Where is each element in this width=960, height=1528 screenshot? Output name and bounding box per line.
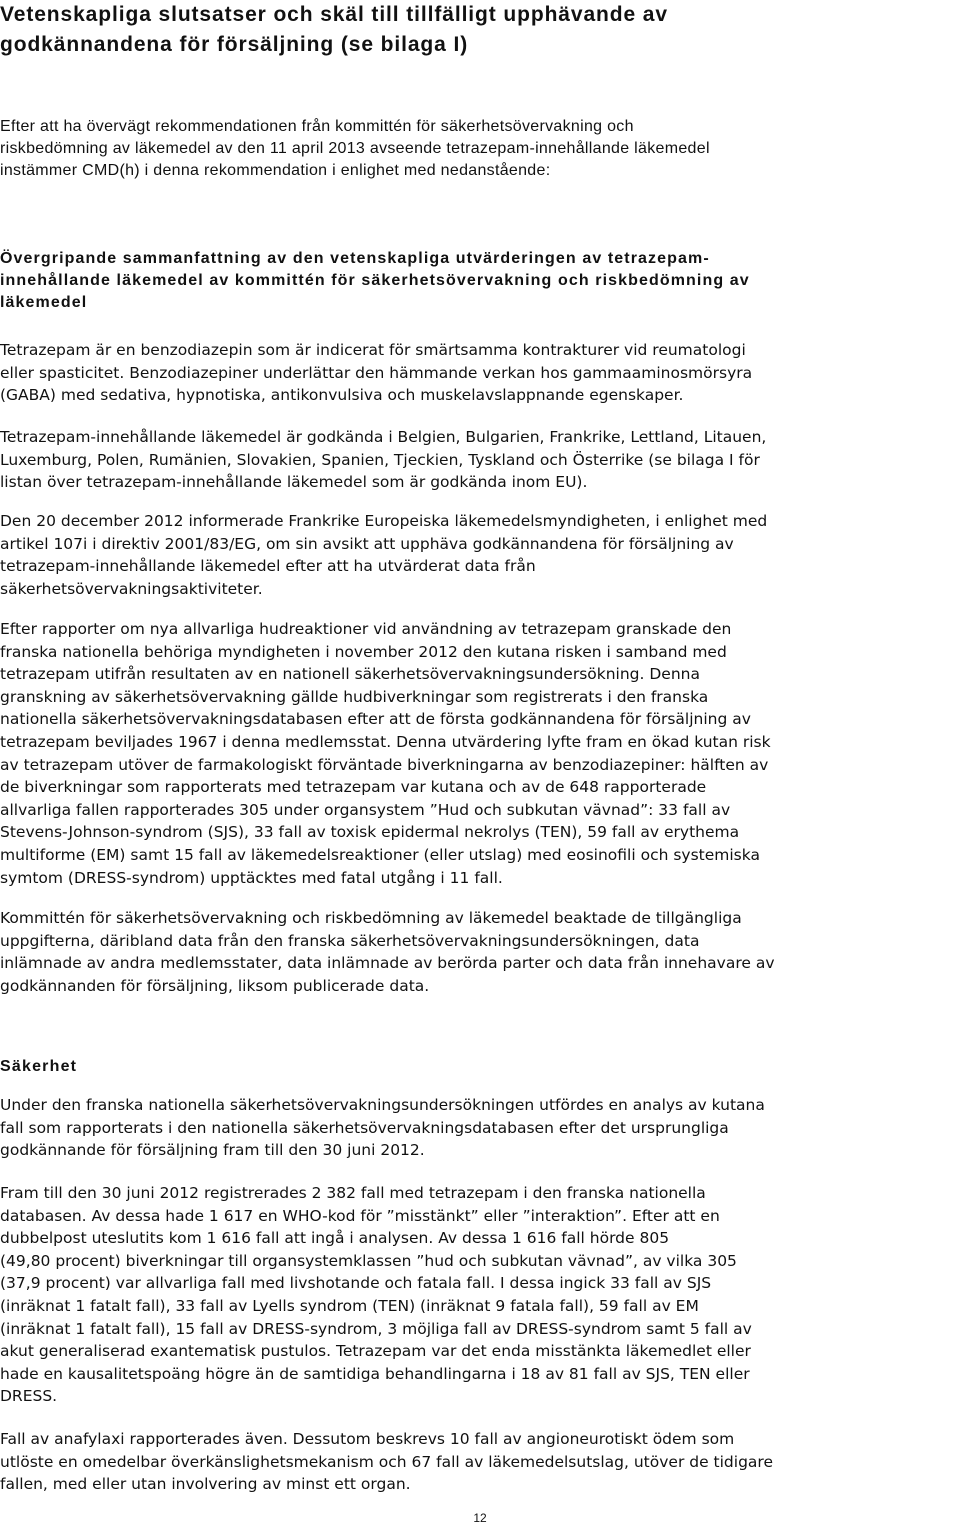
body-paragraph: Tetrazepam är en benzodiazepin som är indicerat för smärtsamma kontrakturer vid reumatologi eller spasticitet. Benzodiazepiner underlättar den hämmande verkan hos gammaaminosmörsyra (GABA) med sedativa, hypnotiska, antikonvulsiva och muskelavslappnande egenskaper. bbox=[0, 341, 753, 405]
safety-paragraph: Fall av anafylaxi rapporterades även. Dessutom beskrevs 10 fall av angioneurotiskt ödem som utlöste en omedelbar överkänslighetsmekanism och 67 fall av läkemedelsutslag, utöver de tidigare fallen, med eller utan involvering av minst ett organ. bbox=[0, 1430, 773, 1494]
body-paragraph: Den 20 december 2012 informerade Frankrike Europeiska läkemedelsmyndigheten, i enlighet med artikel 107i i direktiv 2001/83/EG, om sin avsikt att upphäva godkännandena för försäljning av tetrazepam-innehållande läkemedel efter att ha utvärderat data från säkerhetsövervakningsaktiviteter. bbox=[0, 512, 768, 598]
safety-heading: Säkerhet bbox=[0, 1058, 78, 1075]
page-number: 12 bbox=[473, 1511, 487, 1525]
body-paragraph: Tetrazepam-innehållande läkemedel är godkända i Belgien, Bulgarien, Frankrike, Lettland, Litauen, Luxemburg, Polen, Rumänien, Slovakien, Spanien, Tjeckien, Tyskland och Österrike (se bilaga I för listan över tetrazepam-innehållande läkemedel som är godkända inom EU). bbox=[0, 428, 767, 492]
safety-paragraph: Fram till den 30 juni 2012 registrerades 2 382 fall med tetrazepam i den franska nationella databasen. Av dessa hade 1 617 en WHO-kod för ”misstänkt” eller ”interaktion”. Efter att en dubbelpost uteslutits kom 1 616 fall att ingå i analysen. Av dessa 1 616 fall hörde 805 (49,80 procent) biverkningar till organsystemklassen ”hud och subkutan vävnad”, av vilka 305 (37,9 procent) var allvarliga fall med livshotande och fatala fall. I dessa ingick 33 fall av SJS (inräknat 1 fatalt fall), 33 fall av Lyells syndrom (TEN) (inräknat 9 fatala fall), 59 fall av EM (inräknat 1 fatalt fall), 15 fall av DRESS-syndrom, 3 möjliga fall av DRESS-syndrom samt 5 fall av akut generaliserad exantematisk pustulos. Tetrazepam var det enda misstänkta läkemedlet eller hade en kausalitetspoäng högre än de samtidiga behandlingarna i 18 av 81 fall av SJS, TEN eller DRESS. bbox=[0, 1184, 752, 1406]
document-title: Vetenskapliga slutsatser och skäl till tillfälligt upphävande av godkännandena för försäljning (se bilaga I) bbox=[0, 3, 668, 56]
body-paragraph: Efter rapporter om nya allvarliga hudreaktioner vid användning av tetrazepam granskade den franska nationella behöriga myndigheten i november 2012 den kutana risken i samband med tetrazepam utifrån resultaten av en nationell säkerhetsövervakningsundersökning. Denna granskning av säkerhetsövervakning gällde hudbiverkningar som registrerats i den franska nationella säkerhetsövervakningsdatabasen efter att de första godkännandena för försäljning av tetrazepam beviljades 1967 i denna medlemsstat. Denna utvärdering lyfte fram en ökad kutan risk av tetrazepam utöver de farmakologiskt förväntade biverkningarna av benzodiazepiner: hälften av de biverkningar som rapporterats med tetrazepam var kutana och av de 648 rapporterade allvarliga fallen rapporterades 305 under organsystem ”Hud och subkutan vävnad”: 33 fall av Stevens-Johnson-syndrom (SJS), 33 fall av toxisk epidermal nekrolys (TEN), 59 fall av erythema multiforme (EM) samt 15 fall av läkemedelsreaktioner (eller utslag) med eosinofili och systemiska symtom (DRESS-syndrom) upptäcktes med fatal utgång i 11 fall. bbox=[0, 620, 771, 887]
body-paragraph: Kommittén för säkerhetsövervakning och riskbedömning av läkemedel beaktade de tillgängliga uppgifterna, däribland data från den franska säkerhetsövervakningsundersökningen, data inlämnade av andra medlemsstater, data inlämnade av berörda parter och data från innehavare av godkännanden för försäljning, liksom publicerade data. bbox=[0, 909, 775, 995]
summary-heading: Övergripande sammanfattning av den vetenskapliga utvärderingen av tetrazepam- innehållande läkemedel av kommittén för säkerhetsövervakning och riskbedömning av läkemedel bbox=[0, 250, 750, 311]
safety-paragraph: Under den franska nationella säkerhetsövervakningsundersökningen utfördes en analys av kutana fall som rapporterats i den nationella säkerhetsövervakningsdatabasen efter det ursprungliga godkännande för försäljning fram till den 30 juni 2012. bbox=[0, 1096, 765, 1160]
intro-paragraph: Efter att ha övervägt rekommendationen från kommittén för säkerhetsövervakning och riskbedömning av läkemedel av den 11 april 2013 avseende tetrazepam-innehållande läkemedel instämmer CMD(h) i denna rekommendation i enlighet med nedanstående: bbox=[0, 118, 710, 179]
